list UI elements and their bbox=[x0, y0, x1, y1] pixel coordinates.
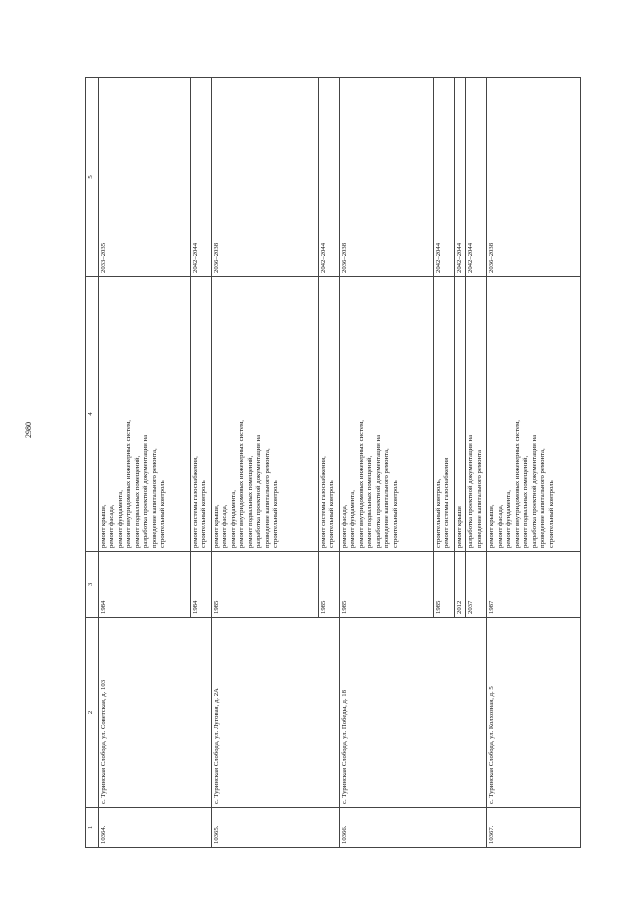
build-year: 2037 bbox=[466, 552, 487, 618]
table-row bbox=[99, 78, 191, 848]
column-header: 4 bbox=[86, 277, 99, 552]
column-header: 5 bbox=[86, 78, 99, 277]
repair-period: 2042–2044 bbox=[319, 78, 340, 277]
column-header: 1 bbox=[86, 808, 99, 848]
works-list: разработка проектной документации на проведение капитального ремонта bbox=[466, 277, 487, 552]
entry-address: с. Туринская Слобода, ул. Луговая, д. 2А bbox=[212, 618, 340, 808]
entry-address: с. Туринская Слобода, ул. Советская, д. 103 bbox=[99, 618, 212, 808]
header-row bbox=[86, 78, 99, 848]
works-list: ремонт крыши, ремонт фасада, ремонт фундамента, ремонт внутридомовых инженерных систем, ремонт подвальных помещений, разработка проектной документации на проведение капитального ремонта, строительный контроль bbox=[487, 277, 581, 552]
repair-period: 2036–2038 bbox=[487, 78, 581, 277]
entry-id: 10367. bbox=[487, 808, 581, 848]
build-year: 1985 bbox=[212, 552, 319, 618]
works-list: ремонт системы газоснабжения, строительный контроль bbox=[191, 277, 212, 552]
build-year: 1985 bbox=[434, 552, 455, 618]
works-list: ремонт фасада, ремонт фундамента, ремонт внутридомовых инженерных систем, ремонт подвальных помещений, разработка проектной документации на проведение капитального ремонта, строительный контроль bbox=[340, 277, 434, 552]
rotated-table-wrapper bbox=[85, 78, 600, 848]
repair-period: 2033–2035 bbox=[99, 78, 191, 277]
repair-period: 2036–2038 bbox=[340, 78, 434, 277]
repair-period: 2042–2044 bbox=[191, 78, 212, 277]
column-header: 2 bbox=[86, 618, 99, 808]
table-row bbox=[340, 78, 434, 848]
entry-id: 10366. bbox=[340, 808, 487, 848]
build-year: 1984 bbox=[191, 552, 212, 618]
repair-schedule-table bbox=[85, 77, 581, 848]
repair-period: 2042–2044 bbox=[434, 78, 455, 277]
table-row bbox=[212, 78, 319, 848]
entry-address: с. Туринская Слобода, ул. Победы, д. 18 bbox=[340, 618, 487, 808]
build-year: 1987 bbox=[487, 552, 581, 618]
entry-id: 10365. bbox=[212, 808, 340, 848]
build-year: 2012 bbox=[455, 552, 466, 618]
build-year: 1985 bbox=[340, 552, 434, 618]
works-list: ремонт крыши bbox=[455, 277, 466, 552]
works-list: ремонт системы газоснабжения, строительный контроль bbox=[319, 277, 340, 552]
build-year: 1985 bbox=[319, 552, 340, 618]
repair-period: 2036–2038 bbox=[212, 78, 319, 277]
page-number: 2980 bbox=[24, 422, 33, 438]
table-row bbox=[487, 78, 581, 848]
repair-period: 2042–2044 bbox=[455, 78, 466, 277]
entry-id: 10364. bbox=[99, 808, 212, 848]
repair-period: 2042–2044 bbox=[466, 78, 487, 277]
column-header: 3 bbox=[86, 552, 99, 618]
entry-address: с. Туринская Слобода, ул. Колхозная, д. 5 bbox=[487, 618, 581, 808]
build-year: 1984 bbox=[99, 552, 191, 618]
works-list: ремонт крыши, ремонт фасада, ремонт фундамента, ремонт внутридомовых инженерных систем, ремонт подвальных помещений, разработка проектной документации на проведение капитального ремонта, строительный контроль bbox=[99, 277, 191, 552]
works-list: строительный контроль, ремонт системы газоснабжения bbox=[434, 277, 455, 552]
works-list: ремонт крыши, ремонт фасада, ремонт фундамента, ремонт внутридомовых инженерных систем, ремонт подвальных помещений, разработка проектной документации на проведение капитального ремонта, строительный контроль bbox=[212, 277, 319, 552]
